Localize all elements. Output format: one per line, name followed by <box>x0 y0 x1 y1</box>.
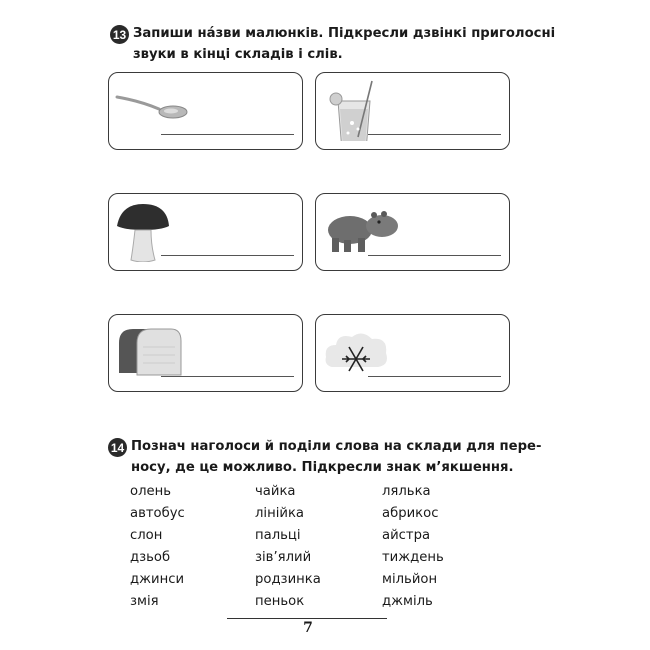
word: олень <box>130 484 172 499</box>
picture-card-hippo <box>315 193 510 271</box>
bread-icon <box>115 321 191 383</box>
picture-card-glass <box>315 72 510 150</box>
answer-line[interactable] <box>161 255 294 256</box>
answer-line[interactable] <box>368 134 501 135</box>
word: автобус <box>130 506 185 521</box>
word: змія <box>130 594 159 609</box>
task-14-instructions <box>131 436 541 478</box>
page-number: 7 <box>303 620 313 636</box>
answer-line[interactable] <box>368 376 501 377</box>
mushroom-icon <box>115 200 191 262</box>
task-13-number: 13 <box>110 25 129 44</box>
task-14-line-2: носу, де це можливо. Підкресли знак м’якшення. <box>131 460 514 475</box>
footer-rule <box>227 618 387 619</box>
word: джміль <box>382 594 433 609</box>
word: тиждень <box>382 550 444 565</box>
picture-card-spoon <box>108 72 303 150</box>
task-14-number: 14 <box>108 438 127 457</box>
word: пальці <box>255 528 301 543</box>
hippo-icon <box>322 200 398 262</box>
snowflake-icon <box>322 321 398 383</box>
word: мільйон <box>382 572 438 587</box>
word: джинси <box>130 572 185 587</box>
answer-line[interactable] <box>368 255 501 256</box>
picture-card-bread <box>108 314 303 392</box>
task-14-line-1: Познач наголоси й поділи слова на склади для пере- <box>131 439 542 454</box>
word: слон <box>130 528 163 543</box>
word: дзьоб <box>130 550 171 565</box>
word: родзинка <box>255 572 321 587</box>
task-13-instructions <box>133 23 555 65</box>
answer-line[interactable] <box>161 376 294 377</box>
word: зів’ялий <box>255 550 312 565</box>
word: пеньок <box>255 594 305 609</box>
word: лялька <box>382 484 431 499</box>
word: айстра <box>382 528 431 543</box>
task-13-line-2: звуки в кінці складів і слів. <box>133 47 343 62</box>
picture-card-mushroom <box>108 193 303 271</box>
spoon-icon <box>115 79 191 141</box>
picture-card-snowflake <box>315 314 510 392</box>
answer-line[interactable] <box>161 134 294 135</box>
word: чайка <box>255 484 296 499</box>
glass-icon <box>322 79 398 141</box>
task-13-line-1: Запиши на́зви малюнків. Підкресли дзвінкі приголосні <box>133 26 556 41</box>
word: лінійка <box>255 506 304 521</box>
word: абрикос <box>382 506 439 521</box>
